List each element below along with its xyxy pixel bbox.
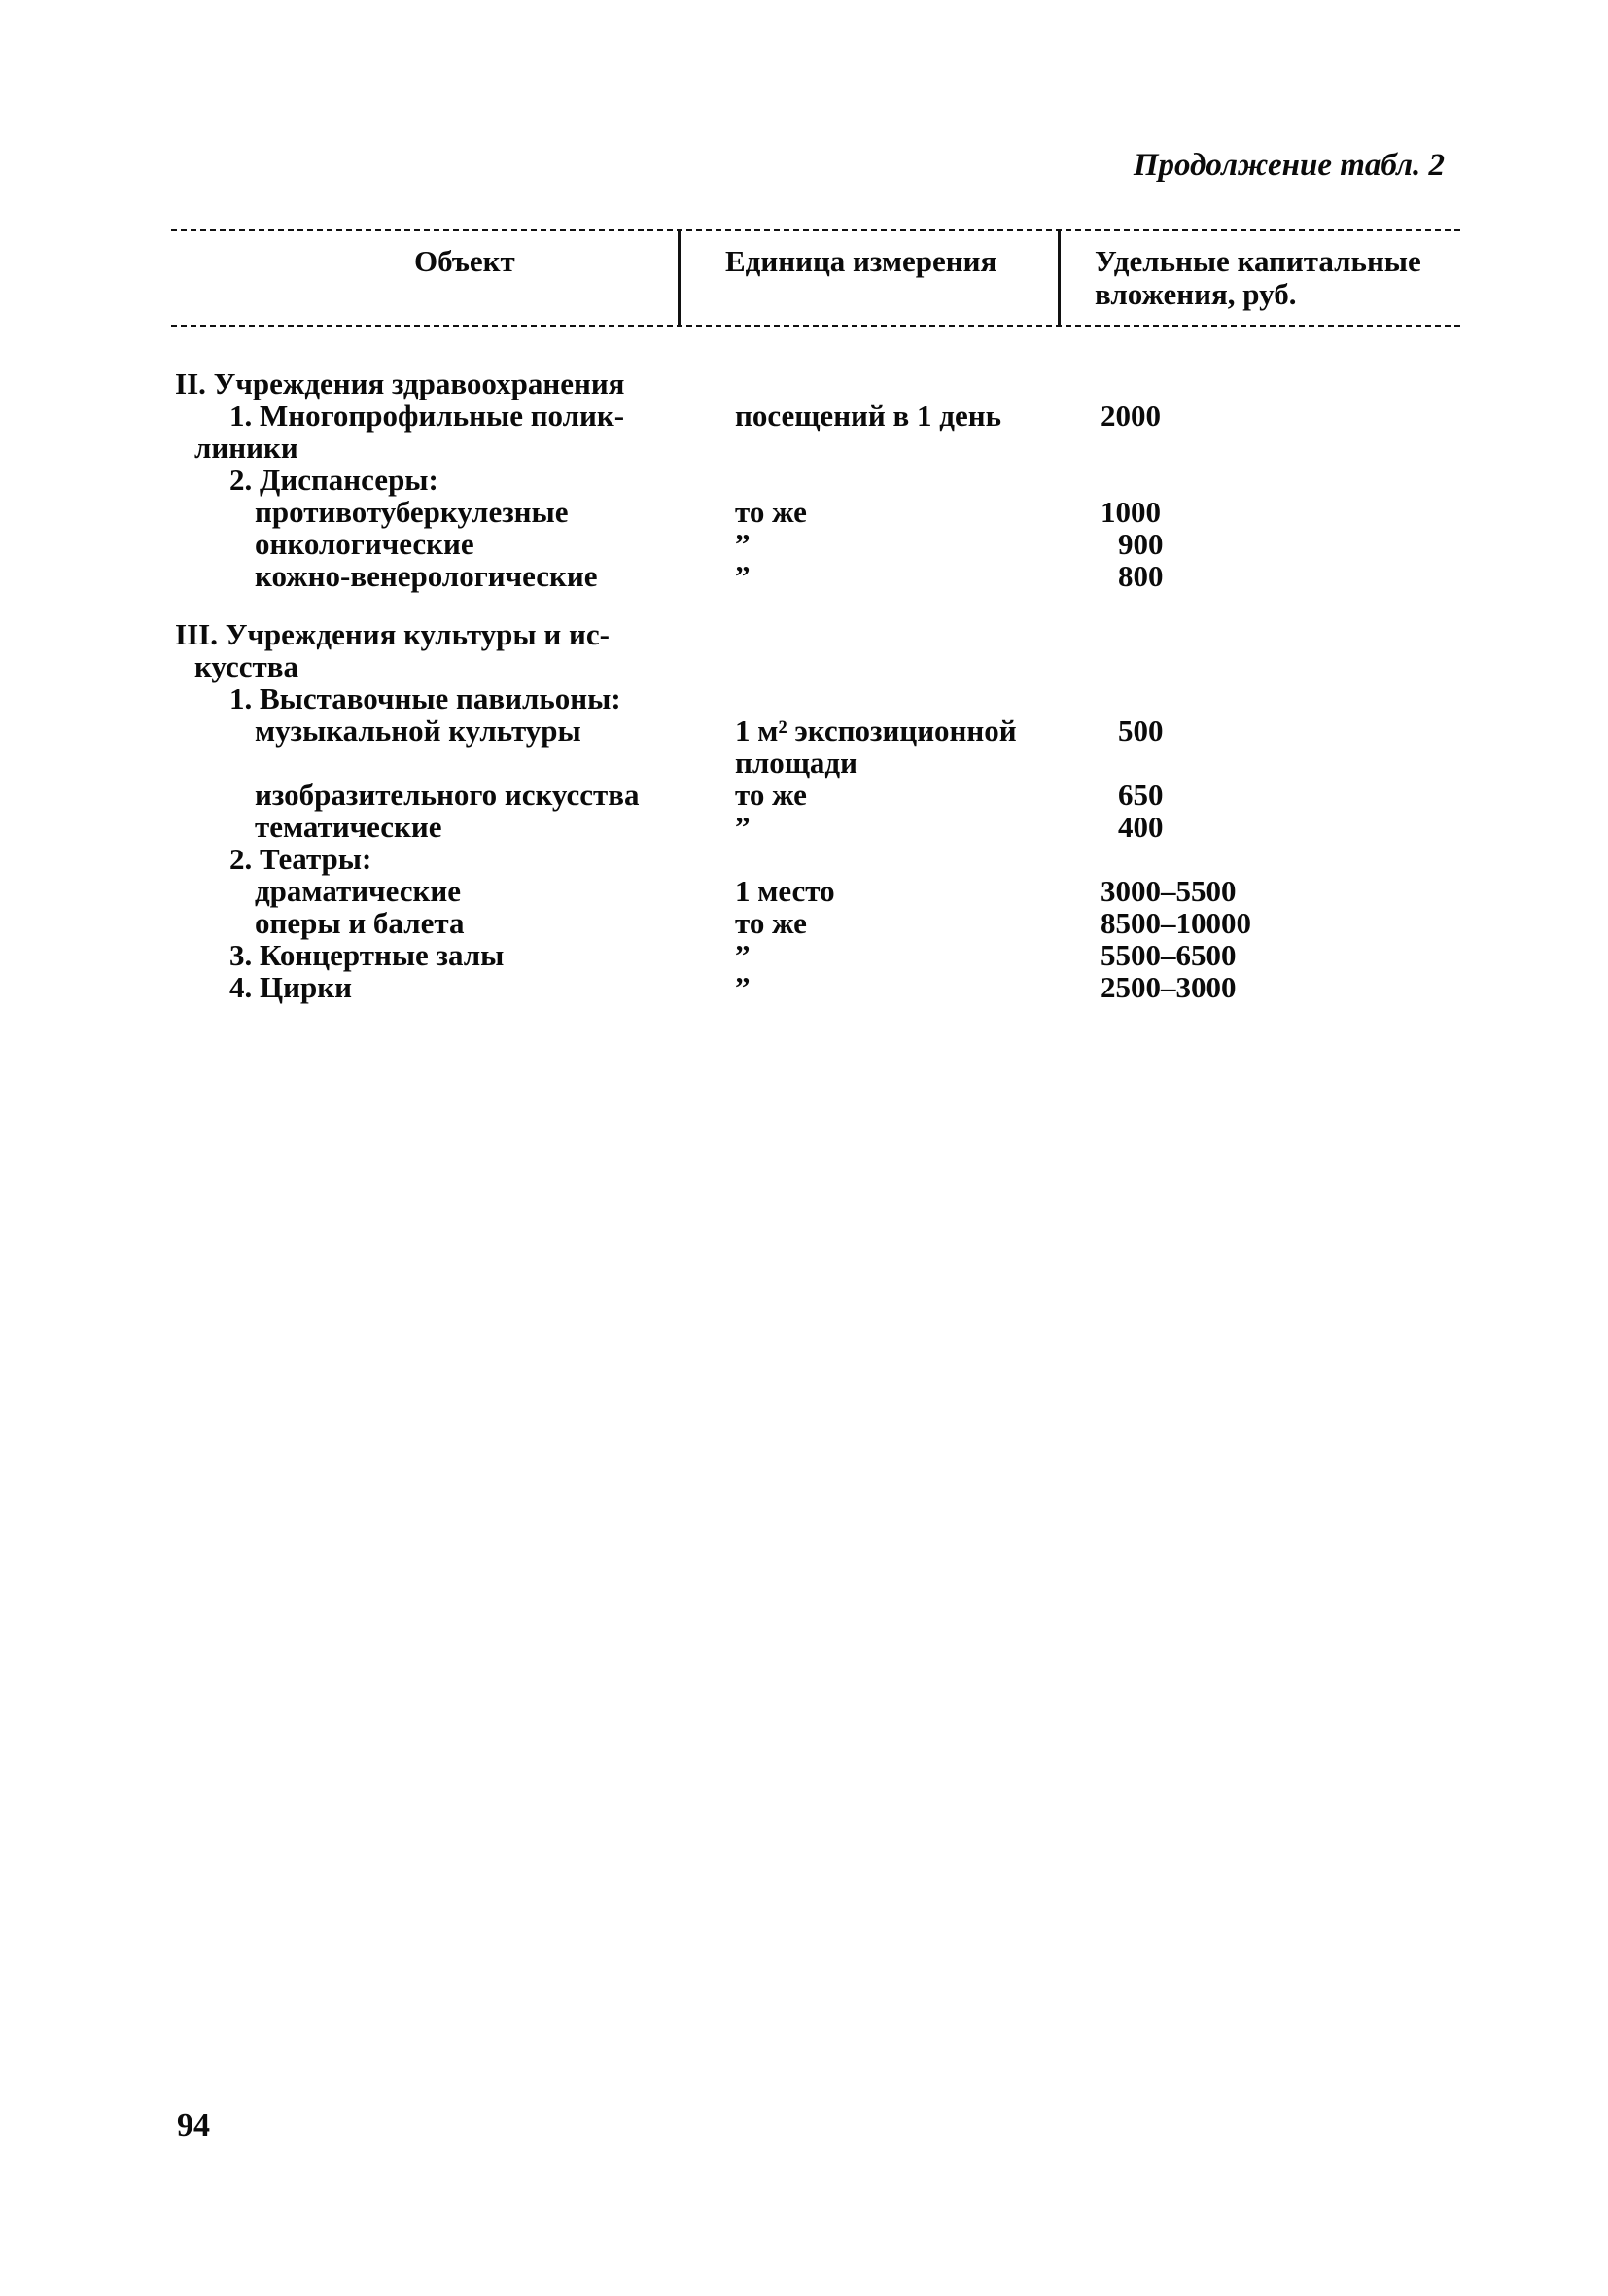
investment-cell: 1000 [1101, 495, 1161, 529]
object-cell: изобразительного искусства [255, 778, 640, 812]
object-cell: тематические [255, 810, 442, 844]
object-cell: онкологические [255, 527, 474, 561]
investment-cell: 8500–10000 [1101, 906, 1251, 940]
investment-cell: 650 [1118, 778, 1164, 812]
header-col-investment-line1: Удельные капитальные [1095, 244, 1421, 278]
unit-cell: то же [735, 495, 807, 529]
unit-cell: ” [735, 970, 751, 1004]
header-col-unit: Единица измерения [725, 244, 997, 278]
unit-cell: посещений в 1 день [735, 399, 1001, 433]
object-cell: 4. Цирки [229, 970, 352, 1004]
header-col-object: Объект [414, 244, 515, 278]
investment-cell: 400 [1118, 810, 1164, 844]
object-cell: противотуберкулезные [255, 495, 569, 529]
header-divider-2 [1058, 229, 1061, 327]
header-bottom-rule [171, 325, 1460, 327]
header-col-investment-line2: вложения, руб. [1095, 277, 1297, 311]
object-cell: кусства [194, 649, 298, 683]
object-cell: кожно-венерологические [255, 559, 598, 593]
investment-cell: 500 [1118, 713, 1164, 748]
table-top-rule [171, 229, 1460, 231]
unit-cell: 1 м² экспозиционной [735, 713, 1017, 748]
investment-cell: 5500–6500 [1101, 938, 1237, 972]
investment-cell: 900 [1118, 527, 1164, 561]
object-cell: 2. Диспансеры: [229, 463, 438, 497]
object-cell: оперы и балета [255, 906, 465, 940]
unit-cell: ” [735, 527, 751, 561]
unit-cell: ” [735, 938, 751, 972]
investment-cell: 2500–3000 [1101, 970, 1237, 1004]
unit-cell: то же [735, 778, 807, 812]
object-cell: 1. Многопрофильные полик- [229, 399, 625, 433]
unit-cell: ” [735, 559, 751, 593]
object-cell: драматические [255, 874, 461, 908]
investment-cell: 2000 [1101, 399, 1161, 433]
unit-cell: то же [735, 906, 807, 940]
unit-cell: ” [735, 810, 751, 844]
object-cell: музыкальной культуры [255, 713, 581, 748]
investment-cell: 3000–5500 [1101, 874, 1237, 908]
header-divider-1 [678, 229, 681, 327]
object-cell: 2. Театры: [229, 842, 372, 876]
header-col-investment [1095, 245, 1421, 311]
unit-cell: площади [735, 746, 857, 780]
object-cell: II. Учреждения здравоохранения [175, 366, 625, 400]
investment-cell: 800 [1118, 559, 1164, 593]
table-caption: Продолжение табл. 2 [1133, 148, 1445, 183]
object-cell: 3. Концертные залы [229, 938, 505, 972]
object-cell: 1. Выставочные павильоны: [229, 681, 621, 715]
object-cell: III. Учреждения культуры и ис- [175, 617, 610, 651]
object-cell: линики [194, 431, 298, 465]
page-number: 94 [177, 2107, 210, 2143]
unit-cell: 1 место [735, 874, 835, 908]
